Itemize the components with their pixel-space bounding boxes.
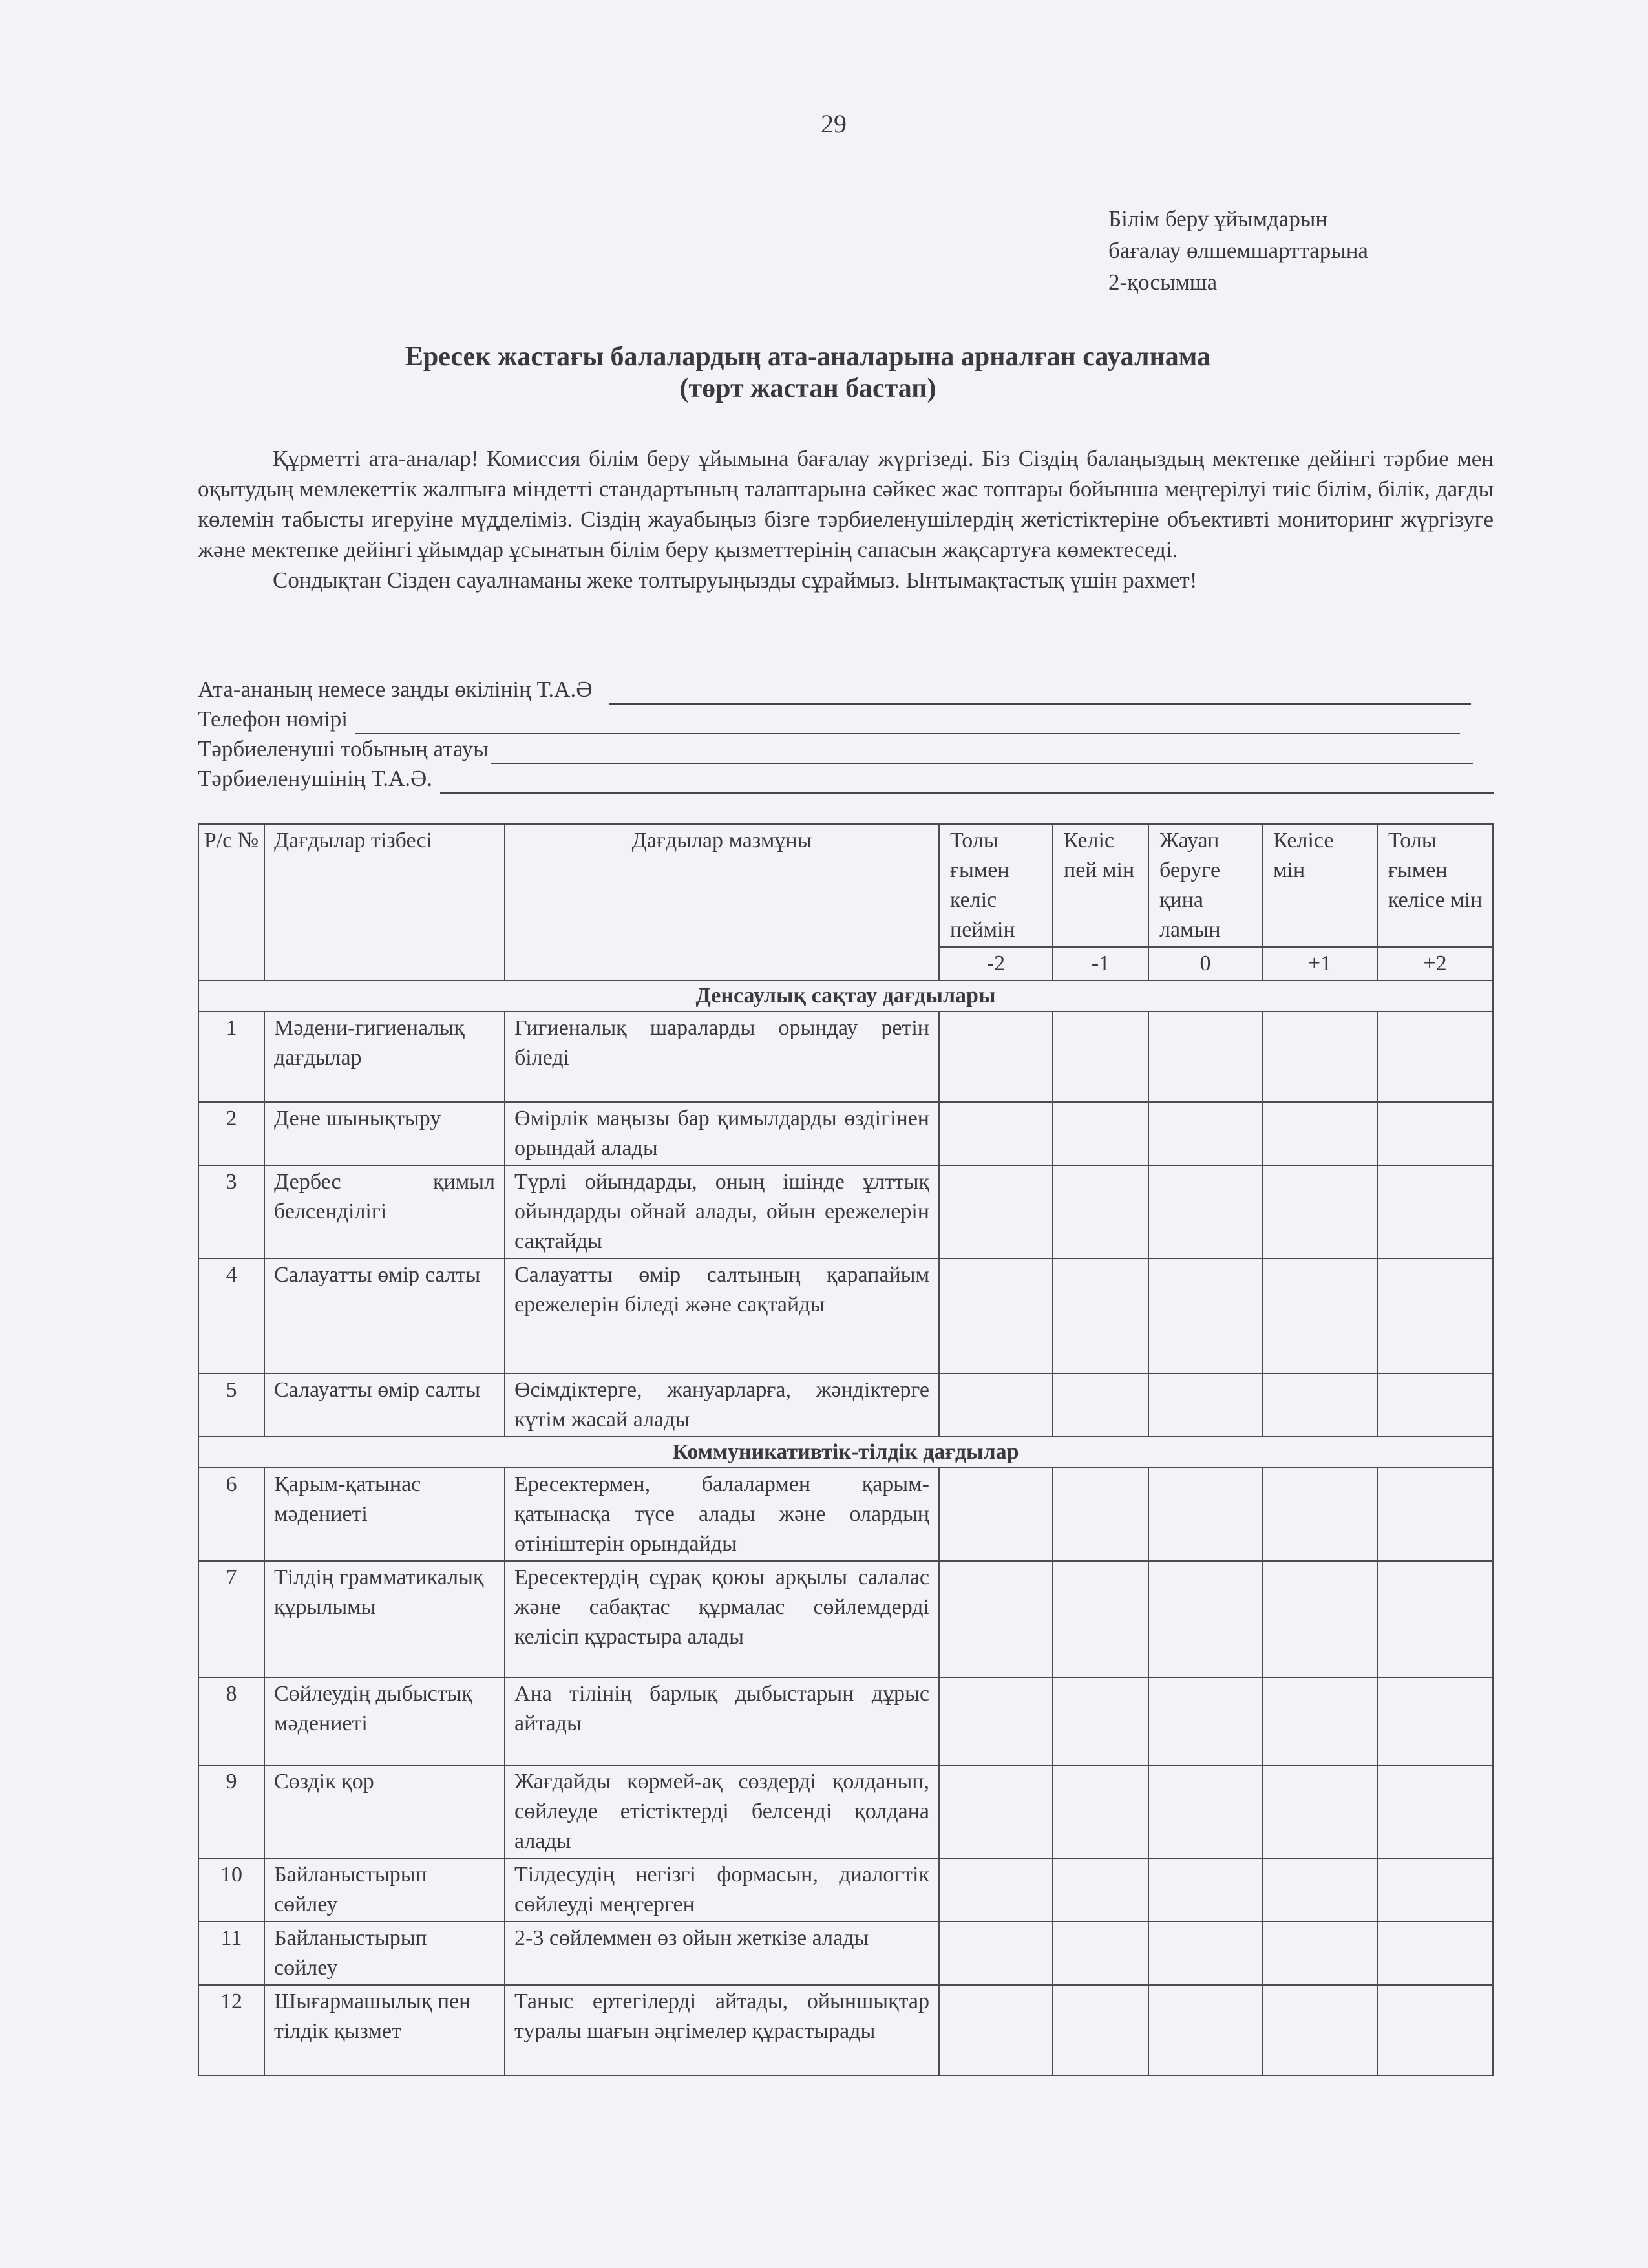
row-num: 8 [198, 1677, 264, 1765]
rating-cell-minus-2[interactable] [939, 1012, 1053, 1102]
score-plus-2: +2 [1377, 947, 1493, 980]
table-row [198, 1258, 1493, 1373]
header-rating-disagree: Келіс пей мін [1053, 824, 1148, 947]
rating-cell-plus-2[interactable] [1377, 1858, 1493, 1922]
rating-cell-minus-2[interactable] [939, 1858, 1053, 1922]
rating-cell-plus-1[interactable] [1262, 1258, 1377, 1373]
row-num: 10 [198, 1858, 264, 1922]
rating-cell-minus-1[interactable] [1053, 1858, 1148, 1922]
rating-cell-0[interactable] [1148, 1468, 1262, 1561]
rating-cell-minus-1[interactable] [1053, 1102, 1148, 1165]
phone-input-line[interactable] [355, 712, 1460, 734]
row-content: Өмірлік маңызы бар қимылдарды өздігінен орындай алады [505, 1102, 939, 1165]
row-skill: Тілдің грамматикалық құрылымы [264, 1561, 505, 1677]
field-label: Тәрбиеленуші тобының атауы [198, 736, 489, 761]
appendix-line: 2-қосымша [1108, 270, 1218, 295]
group-name-input-line[interactable] [491, 742, 1473, 764]
rating-cell-minus-2[interactable] [939, 1561, 1053, 1677]
child-name-field[interactable] [198, 764, 1494, 794]
rating-cell-0[interactable] [1148, 1765, 1262, 1858]
header-rating-agree: Келісе мін [1262, 824, 1377, 947]
rating-cell-minus-2[interactable] [939, 1677, 1053, 1765]
rating-cell-plus-1[interactable] [1262, 1858, 1377, 1922]
row-content: Өсімдіктерге, жануарларға, жәндіктерге күтім жасай алады [505, 1373, 939, 1437]
rating-cell-minus-1[interactable] [1053, 1765, 1148, 1858]
header-rating-neutral: Жауап беруге қина ламын [1148, 824, 1262, 947]
rating-cell-plus-1[interactable] [1262, 1922, 1377, 1985]
header-num: Р/с № [198, 824, 264, 980]
page-number: 29 [821, 109, 847, 138]
rating-cell-plus-2[interactable] [1377, 1258, 1493, 1373]
row-skill: Салауатты өмір салты [264, 1373, 505, 1437]
intro-paragraph-2: Сондықтан Сізден сауалнаманы жеке толтыруыңызды сұраймыз. Ынтымақтастық үшін рахмет! [273, 567, 1198, 593]
rating-cell-minus-1[interactable] [1053, 1561, 1148, 1677]
rating-cell-minus-2[interactable] [939, 1985, 1053, 2075]
row-content: Таныс ертегілерді айтады, ойыншықтар туралы шағын әңгімелер құрастырады [505, 1985, 939, 2075]
table-row [198, 1468, 1493, 1561]
appendix-line: бағалау өлшемшарттарына [1108, 238, 1368, 263]
rating-cell-minus-1[interactable] [1053, 1677, 1148, 1765]
row-content: Тілдесудің негізгі формасын, диалогтік сөйлеуді меңгерген [505, 1858, 939, 1922]
rating-cell-plus-2[interactable] [1377, 1102, 1493, 1165]
rating-cell-minus-1[interactable] [1053, 1165, 1148, 1258]
rating-cell-0[interactable] [1148, 1922, 1262, 1985]
rating-cell-plus-1[interactable] [1262, 1677, 1377, 1765]
rating-cell-0[interactable] [1148, 1858, 1262, 1922]
rating-cell-0[interactable] [1148, 1373, 1262, 1437]
rating-cell-minus-1[interactable] [1053, 1012, 1148, 1102]
rating-cell-0[interactable] [1148, 1258, 1262, 1373]
header-row [198, 824, 1493, 947]
row-content: Салауатты өмір салтының қарапайым ережелерін біледі және сақтайды [505, 1258, 939, 1373]
rating-cell-minus-1[interactable] [1053, 1985, 1148, 2075]
parent-name-input-line[interactable] [609, 683, 1471, 705]
row-content: Ересектердің сұрақ қоюы арқылы салалас және сабақтас құрмалас сөйлемдерді келісіп құрастыра алады [505, 1561, 939, 1677]
row-num: 1 [198, 1012, 264, 1102]
section-title-health: Денсаулық сақтау дағдылары [198, 980, 1493, 1012]
table-row [198, 1012, 1493, 1102]
row-num: 6 [198, 1468, 264, 1561]
respondent-fields [198, 675, 1494, 794]
rating-cell-plus-2[interactable] [1377, 1468, 1493, 1561]
row-skill: Салауатты өмір салты [264, 1258, 505, 1373]
rating-cell-plus-1[interactable] [1262, 1102, 1377, 1165]
row-content: Жағдайды көрмей-ақ сөздерді қолданып, сөйлеуде етістіктерді белсенді қолдана алады [505, 1765, 939, 1858]
row-num: 2 [198, 1102, 264, 1165]
row-num: 7 [198, 1561, 264, 1677]
rating-cell-0[interactable] [1148, 1677, 1262, 1765]
rating-cell-plus-1[interactable] [1262, 1765, 1377, 1858]
rating-cell-minus-2[interactable] [939, 1258, 1053, 1373]
section-row [198, 980, 1493, 1012]
row-skill: Сөйлеудің дыбыстық мәдениеті [264, 1677, 505, 1765]
table-row [198, 1165, 1493, 1258]
table-row [198, 1373, 1493, 1437]
table-row [198, 1765, 1493, 1858]
score-plus-1: +1 [1262, 947, 1377, 980]
row-skill: Шығармашылық пен тілдік қызмет [264, 1985, 505, 2075]
rating-cell-minus-1[interactable] [1053, 1922, 1148, 1985]
table-row [198, 1561, 1493, 1677]
section-row [198, 1437, 1493, 1468]
phone-field[interactable] [198, 705, 1494, 734]
rating-cell-plus-1[interactable] [1262, 1373, 1377, 1437]
rating-cell-plus-1[interactable] [1262, 1561, 1377, 1677]
rating-cell-minus-2[interactable] [939, 1102, 1053, 1165]
rating-cell-plus-1[interactable] [1262, 1165, 1377, 1258]
table-row [198, 1102, 1493, 1165]
row-num: 3 [198, 1165, 264, 1258]
parent-name-field[interactable] [198, 675, 1494, 705]
rating-cell-plus-2[interactable] [1377, 1012, 1493, 1102]
rating-cell-0[interactable] [1148, 1102, 1262, 1165]
rating-cell-0[interactable] [1148, 1012, 1262, 1102]
title-line-2: (төрт жастан бастап) [679, 374, 936, 403]
appendix-line: Білім беру ұйымдарын [1108, 206, 1328, 231]
row-num: 5 [198, 1373, 264, 1437]
rating-cell-minus-1[interactable] [1053, 1468, 1148, 1561]
row-num: 12 [198, 1985, 264, 2075]
table-row [198, 1985, 1493, 2075]
appendix-reference [1108, 203, 1368, 298]
rating-cell-0[interactable] [1148, 1985, 1262, 2075]
rating-cell-minus-2[interactable] [939, 1165, 1053, 1258]
rating-cell-0[interactable] [1148, 1561, 1262, 1677]
field-label: Телефон нөмірі [198, 706, 348, 732]
header-rating-strongly-agree: Толы ғымен келісе мін [1377, 824, 1493, 947]
header-skill-list: Дағдылар тізбесі [264, 824, 505, 980]
score-minus-1: -1 [1053, 947, 1148, 980]
rating-cell-minus-1[interactable] [1053, 1373, 1148, 1437]
rating-cell-plus-2[interactable] [1377, 1765, 1493, 1858]
row-skill: Дене шынықтыру [264, 1102, 505, 1165]
rating-cell-plus-2[interactable] [1377, 1373, 1493, 1437]
row-content: Гигиеналық шараларды орындау ретін біледі [505, 1012, 939, 1102]
rating-cell-plus-2[interactable] [1377, 1561, 1493, 1677]
rating-cell-minus-2[interactable] [939, 1922, 1053, 1985]
row-content: Ересектермен, балалармен қарым-қатынасқа түсе алады және олардың өтініштерін орындайды [505, 1468, 939, 1561]
rating-cell-plus-1[interactable] [1262, 1012, 1377, 1102]
table-row [198, 1858, 1493, 1922]
row-num: 9 [198, 1765, 264, 1858]
header-skill-content: Дағдылар мазмұны [505, 824, 939, 980]
title-line-1: Ересек жастағы балалардың ата-аналарына арналған сауалнама [405, 342, 1211, 372]
group-name-field[interactable] [198, 734, 1494, 764]
survey-table [198, 823, 1494, 2076]
rating-cell-minus-2[interactable] [939, 1468, 1053, 1561]
row-num: 4 [198, 1258, 264, 1373]
row-skill: Байланыстырып сөйлеу [264, 1858, 505, 1922]
row-skill: Мәдени-гигиеналық дағдылар [264, 1012, 505, 1102]
header-rating-strongly-disagree: Толы ғымен келіс пеймін [939, 824, 1053, 947]
rating-cell-plus-1[interactable] [1262, 1985, 1377, 2075]
rating-cell-plus-1[interactable] [1262, 1468, 1377, 1561]
rating-cell-minus-1[interactable] [1053, 1258, 1148, 1373]
row-skill: Сөздік қор [264, 1765, 505, 1858]
row-content: Түрлі ойындарды, оның ішінде ұлттық ойындарды ойнай алады, ойын ережелерін сақтайды [505, 1165, 939, 1258]
intro-paragraph-1: Құрметті ата-аналар! Комиссия білім беру ұйымына бағалау жүргізеді. Біз Сіздің балаңыздың мектепке дейінгі тәрбие мен оқытудың мемлекеттік жалпыға міндетті стандартының талаптарына сәйкес жас топтары бойынша меңгерілуі тиіс білім, білік, дағды көлемін табысты игеруіне мүдделіміз. Сіздің жауабыңыз бізге тәрбиеленушілердің жетістіктеріне объективті мониторинг жүргізуге және мектепке дейінгі ұйымдар ұсынатын білім беру қызметтерінің сапасын жақсартуға көмектеседі. [198, 446, 1494, 562]
rating-cell-plus-2[interactable] [1377, 1922, 1493, 1985]
rating-cell-plus-2[interactable] [1377, 1677, 1493, 1765]
table-row [198, 1677, 1493, 1765]
row-skill: Қарым-қатынас мәдениеті [264, 1468, 505, 1561]
intro-text [198, 443, 1494, 595]
rating-cell-minus-2[interactable] [939, 1373, 1053, 1437]
row-content: 2-3 сөйлеммен өз ойын жеткізе алады [505, 1922, 939, 1985]
rating-cell-0[interactable] [1148, 1165, 1262, 1258]
rating-cell-plus-2[interactable] [1377, 1985, 1493, 2075]
field-label: Ата-ананың немесе заңды өкілінің Т.А.Ә [198, 677, 593, 702]
section-title-communication: Коммуникативтік-тілдік дағдылар [198, 1437, 1493, 1468]
child-name-input-line[interactable] [440, 772, 1494, 794]
table-row [198, 1922, 1493, 1985]
row-content: Ана тілінің барлық дыбыстарын дұрыс айтады [505, 1677, 939, 1765]
document-title [194, 341, 1422, 405]
row-skill: Дербес қимыл белсенділігі [264, 1165, 505, 1258]
rating-cell-plus-2[interactable] [1377, 1165, 1493, 1258]
score-0: 0 [1148, 947, 1262, 980]
score-minus-2: -2 [939, 947, 1053, 980]
row-num: 11 [198, 1922, 264, 1985]
rating-cell-minus-2[interactable] [939, 1765, 1053, 1858]
row-skill: Байланыстырып сөйлеу [264, 1922, 505, 1985]
field-label: Тәрбиеленушінің Т.А.Ә. [198, 766, 433, 791]
